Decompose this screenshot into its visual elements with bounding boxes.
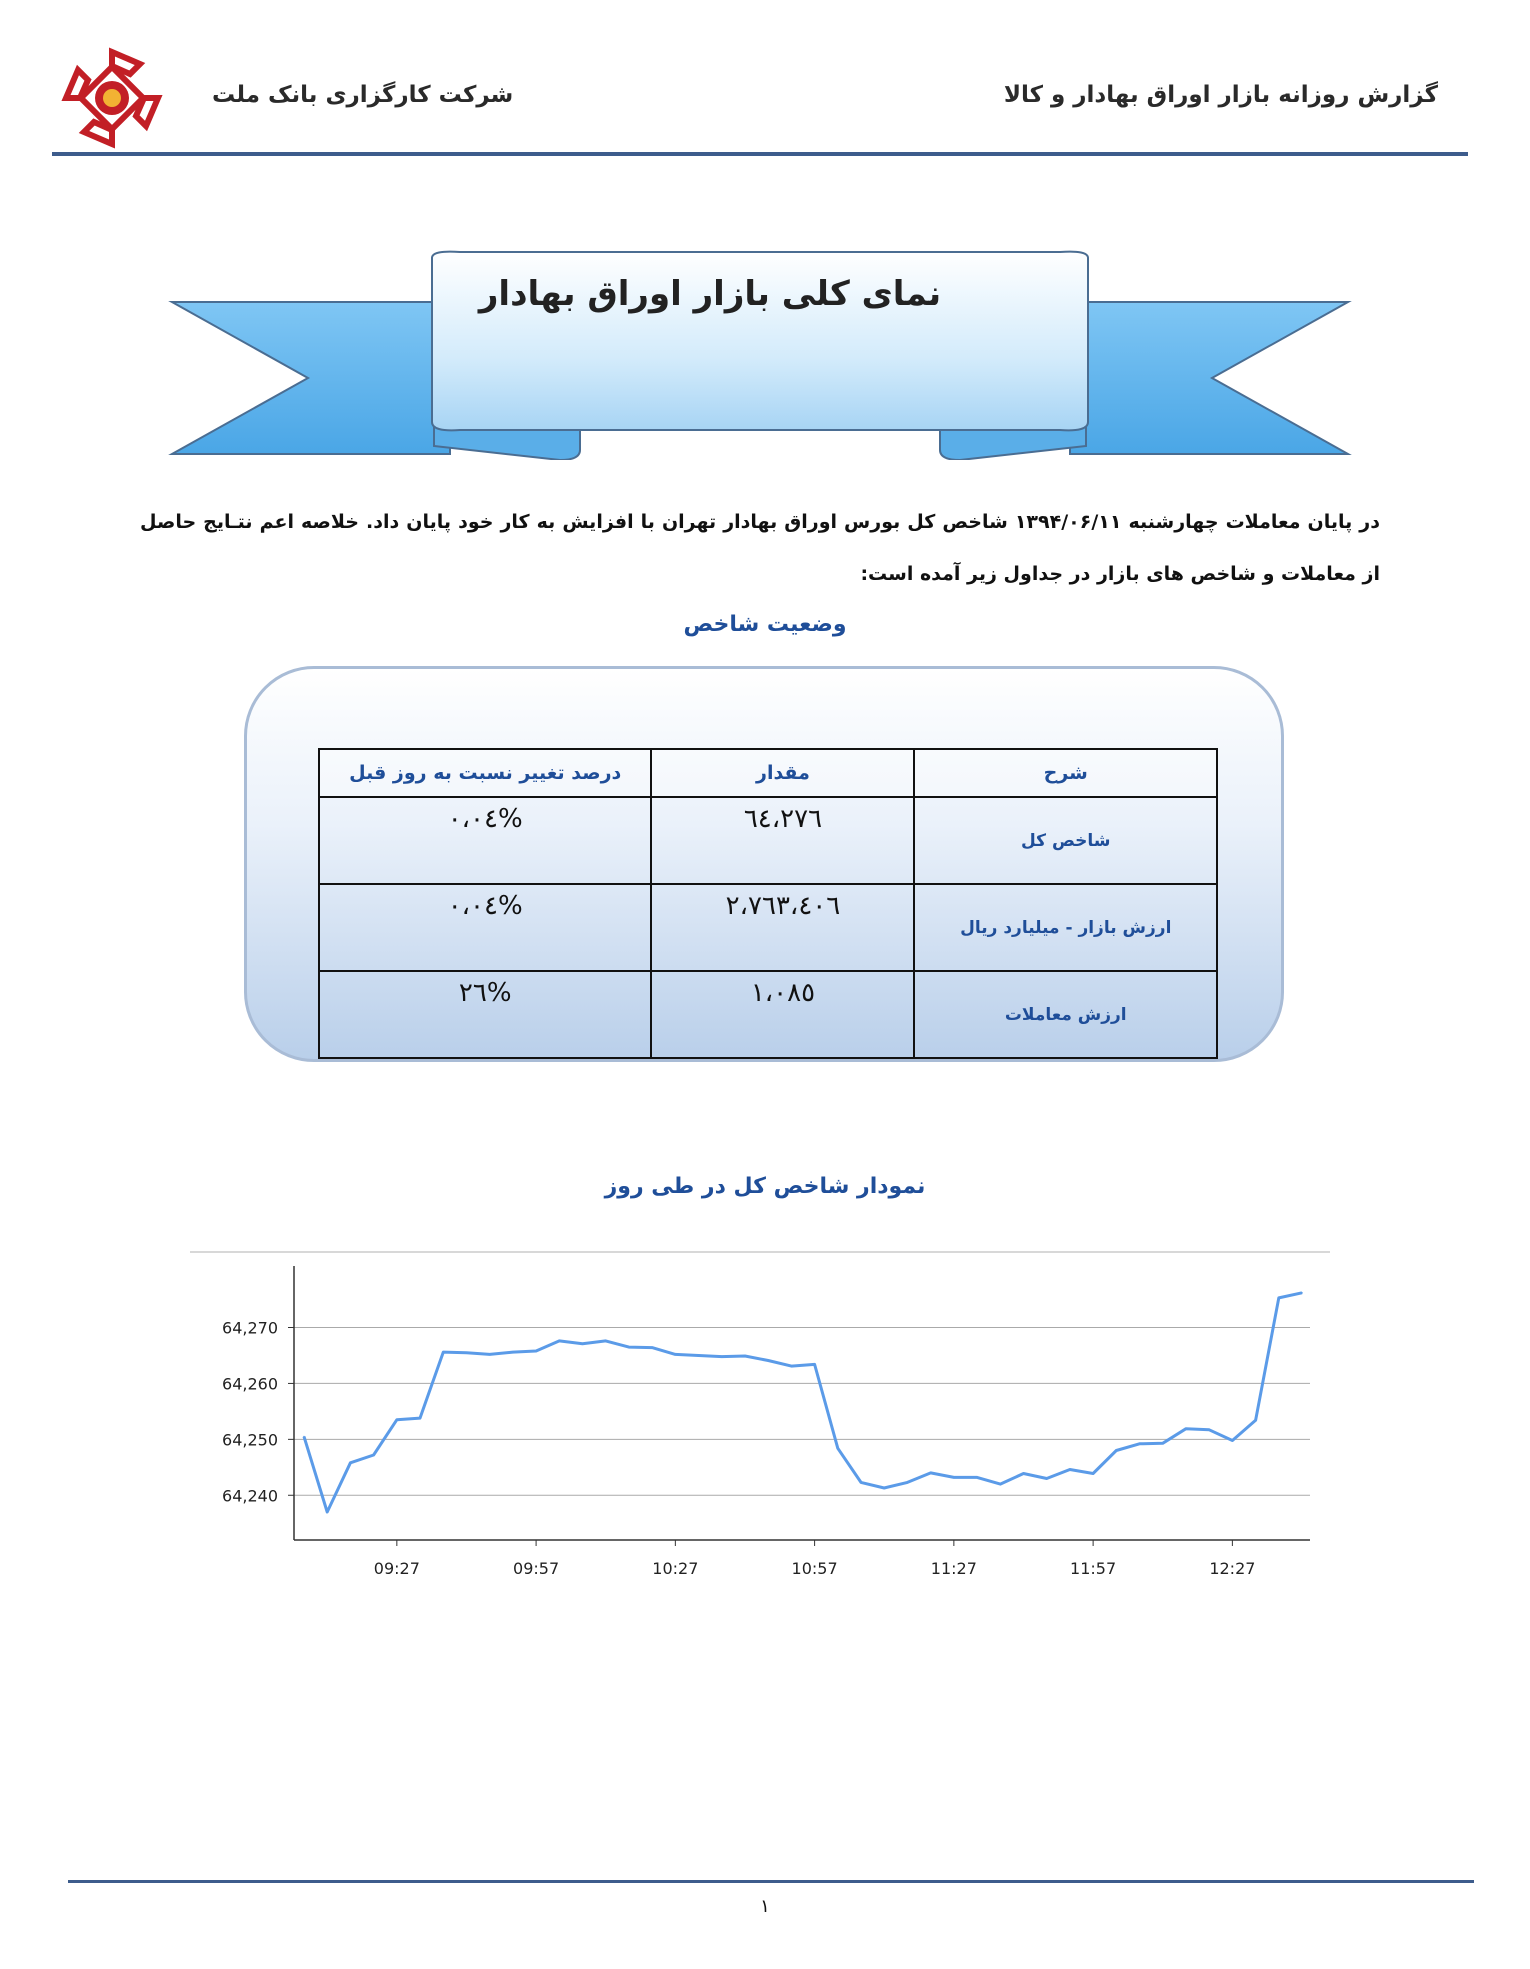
row-label: شاخص کل [914, 797, 1217, 884]
row-change: %٠،٠٤ [319, 797, 651, 884]
data-point [559, 1340, 561, 1342]
row-change: %٠،٠٤ [319, 884, 651, 971]
chart-title: نمودار شاخص کل در طی روز [604, 1174, 926, 1199]
data-point [373, 1454, 375, 1456]
report-title: گزارش روزانه بازار اوراق بهادار و کالا [1003, 82, 1438, 108]
y-tick-label: 64,270 [222, 1318, 278, 1338]
data-point [1069, 1469, 1071, 1471]
data-point [1046, 1478, 1048, 1480]
y-tick-label: 64,240 [222, 1486, 278, 1506]
header-amount: مقدار [651, 749, 914, 797]
row-value: ٢،٧٦٣،٤٠٦ [651, 884, 914, 971]
index-status-title: وضعیت شاخص [683, 612, 847, 637]
data-point [721, 1356, 723, 1358]
data-point [1185, 1428, 1187, 1430]
data-point [605, 1340, 607, 1342]
data-point [1278, 1297, 1280, 1299]
row-value: ٦٤،٢٧٦ [651, 797, 914, 884]
y-tick-label: 64,250 [222, 1430, 278, 1450]
row-value: ١،٠٨٥ [651, 971, 914, 1058]
x-tick-label: 11:57 [1070, 1559, 1117, 1578]
data-point [651, 1347, 653, 1349]
data-point [837, 1447, 839, 1449]
data-point [1301, 1292, 1303, 1294]
data-point [907, 1482, 909, 1484]
header-divider [52, 152, 1468, 156]
x-tick-label: 09:27 [373, 1559, 420, 1578]
intraday-index-chart [190, 1250, 1330, 1606]
data-point [326, 1511, 328, 1513]
data-point [860, 1482, 862, 1484]
row-label: ارزش معاملات [914, 971, 1217, 1058]
intro-paragraph: در پایان معاملات چهارشنبه ۱۳۹۴/۰۶/۱۱ شاخص کل بورس اوراق بهادار تهران با افزایش به کار خود پایان داد. خلاصه اعم نتـایج حاصل از معاملات و شاخص های بازار در جداول زیر آمده است: [140, 511, 1380, 585]
y-tick-label: 64,260 [222, 1374, 278, 1394]
data-point [1208, 1429, 1210, 1431]
data-point [535, 1350, 537, 1352]
data-point [698, 1355, 700, 1357]
data-point [1092, 1473, 1094, 1475]
data-point [489, 1354, 491, 1356]
data-point [930, 1472, 932, 1474]
index-series-line [304, 1293, 1302, 1512]
footer-divider [68, 1880, 1474, 1883]
data-point [303, 1436, 305, 1438]
row-change: %٢٦ [319, 971, 651, 1058]
data-point [999, 1483, 1001, 1485]
data-point [976, 1477, 978, 1479]
header-description: شرح [914, 749, 1217, 797]
x-tick-label: 10:57 [791, 1559, 838, 1578]
data-point [1023, 1473, 1025, 1475]
table-row [319, 884, 1217, 971]
data-point [442, 1351, 444, 1353]
table-row [319, 971, 1217, 1058]
x-tick-label: 12:27 [1209, 1559, 1256, 1578]
company-name: شرکت کارگزاری بانک ملت [212, 82, 514, 108]
data-point [1162, 1442, 1164, 1444]
table-header-row [319, 749, 1217, 797]
data-point [396, 1419, 398, 1421]
bank-logo [60, 46, 164, 150]
data-point [675, 1354, 677, 1356]
data-point [419, 1417, 421, 1419]
data-point [1139, 1443, 1141, 1445]
data-point [744, 1355, 746, 1357]
data-point [466, 1352, 468, 1354]
table-row [319, 797, 1217, 884]
x-tick-label: 09:57 [513, 1559, 560, 1578]
data-point [1255, 1420, 1257, 1422]
data-point [512, 1351, 514, 1353]
data-point [767, 1360, 769, 1362]
data-point [350, 1462, 352, 1464]
header-change: درصد تغییر نسبت به روز قبل [319, 749, 651, 797]
page-number: ١ [760, 1896, 770, 1917]
banner-title: نمای کلی بازار اوراق بهادار [478, 274, 942, 314]
data-point [883, 1487, 885, 1489]
data-point [953, 1477, 955, 1479]
x-tick-label: 11:27 [930, 1559, 977, 1578]
data-point [791, 1365, 793, 1367]
data-point [814, 1364, 816, 1366]
chart-svg [190, 1250, 1330, 1606]
row-label: ارزش بازار - میلیارد ریال [914, 884, 1217, 971]
data-point [1116, 1450, 1118, 1452]
data-point [628, 1346, 630, 1348]
x-tick-label: 10:27 [652, 1559, 699, 1578]
index-status-table [318, 748, 1218, 1059]
data-point [1232, 1440, 1234, 1442]
data-point [582, 1343, 584, 1345]
